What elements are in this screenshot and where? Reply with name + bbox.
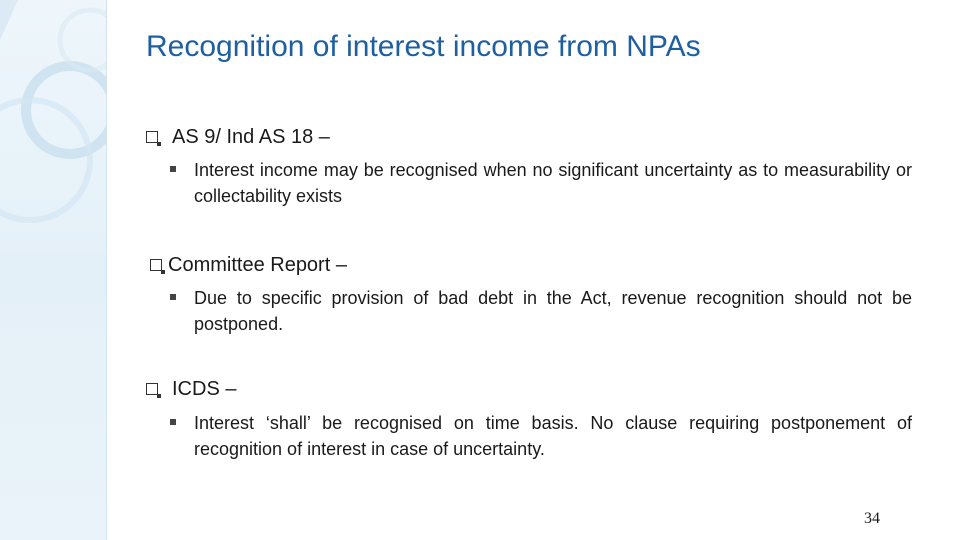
square-bullet-icon	[170, 419, 176, 425]
section-point-icds	[170, 410, 912, 462]
section-point-text: Due to specific provision of bad debt in the Act, revenue recognition should not be postponed.	[194, 288, 912, 334]
section-heading-committee	[150, 254, 347, 277]
checkbox-bullet-icon	[150, 259, 162, 271]
square-bullet-icon	[170, 294, 176, 300]
section-point-as9	[170, 157, 912, 209]
decorative-circles	[0, 0, 106, 540]
section-point-text: Interest income may be recognised when no significant uncertainty as to measurability or collectability exists	[194, 160, 912, 206]
side-decoration-panel	[0, 0, 107, 540]
checkbox-bullet-icon	[146, 131, 158, 143]
checkbox-bullet-icon	[146, 383, 158, 395]
section-point-text: Interest ‘shall’ be recognised on time basis. No clause requiring postponement of recognition of interest in case of uncertainty.	[194, 413, 912, 459]
section-heading-label: Committee Report –	[168, 254, 347, 276]
section-heading-as9	[146, 126, 330, 149]
section-heading-icds	[146, 378, 236, 401]
section-heading-label: ICDS –	[172, 378, 237, 400]
square-bullet-icon	[170, 166, 176, 172]
section-point-committee	[170, 285, 912, 337]
section-heading-label: AS 9/ Ind AS 18 –	[172, 126, 330, 148]
page-number: 34	[864, 510, 880, 527]
slide-title: Recognition of interest income from NPAs	[146, 30, 701, 63]
